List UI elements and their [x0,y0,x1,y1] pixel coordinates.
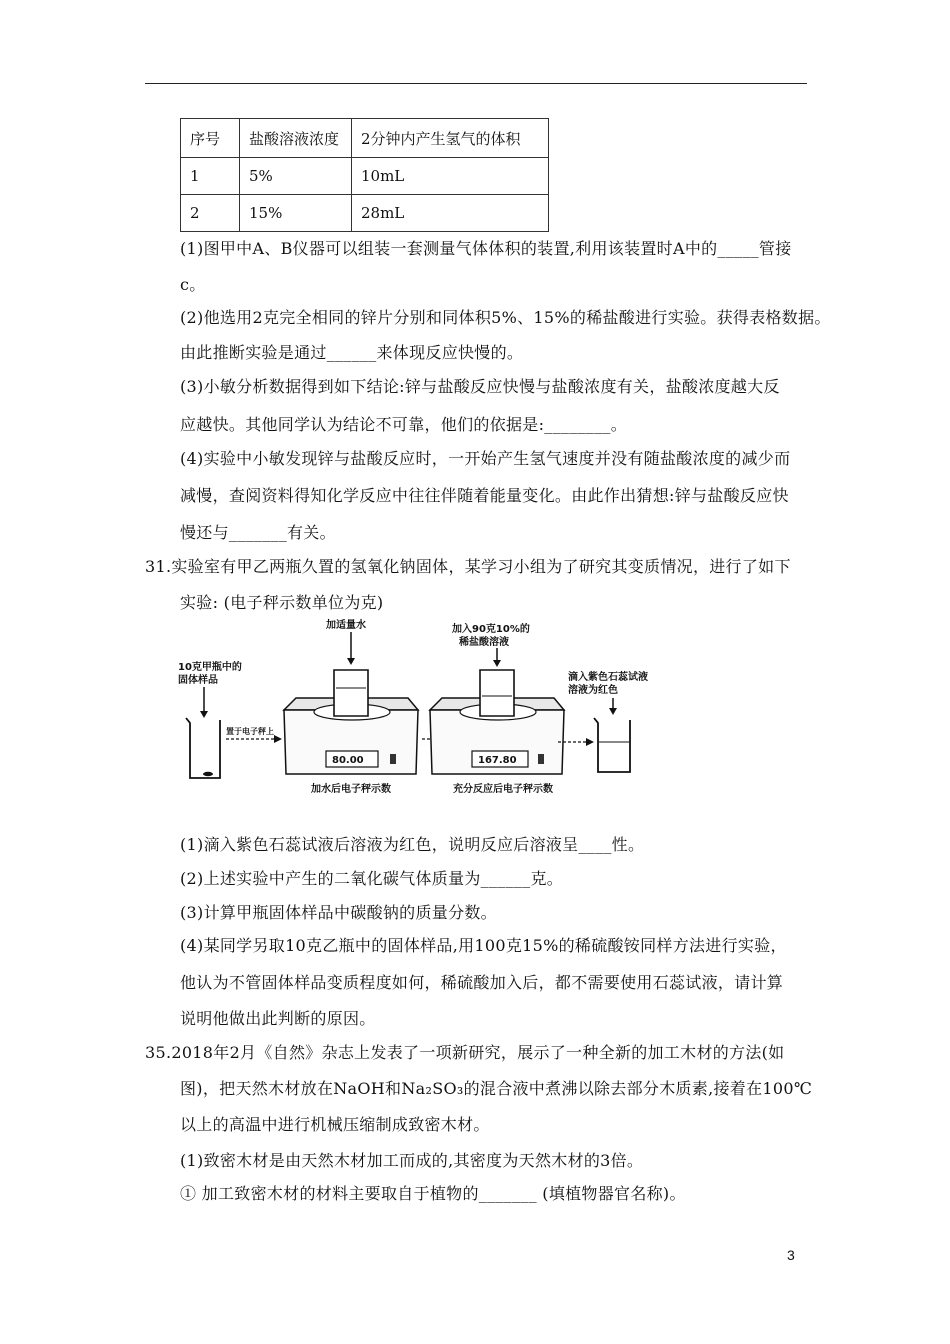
q30-part4-line3: 慢还与_______有关。 [180,523,336,542]
caption-1: 加水后电子秤示数 [311,784,391,795]
q35-stem-line1: 35.2018年2月《自然》杂志上发表了一项新研究，展示了一种全新的加工木材的方法(如 [145,1043,785,1062]
scale-1 [284,618,418,795]
table-cell: 10mL [352,158,549,195]
caption-2: 充分反应后电子秤示数 [453,784,553,795]
table-cell: 15% [240,195,352,232]
table-header-cell: 2分钟内产生氢气的体积 [352,119,549,158]
q31-part4-line2: 他认为不管固体样品变质程度如何，稀硫酸加入后，都不需要使用石蕊试液，请计算 [180,973,784,992]
q30-part1-line2: c。 [180,275,206,294]
table-row [181,195,549,232]
q31-part4-line1: (4)某同学另取10克乙瓶中的固体样品,用100克15%的稀硫酸铵同样方法进行实验， [180,936,787,955]
header-rule [145,83,807,84]
result-beaker [568,670,648,772]
litmus-label-line1: 滴入紫色石蕊试液 [568,672,648,683]
table-header-row [181,119,549,158]
q30-part3-line1: (3)小敏分析数据得到如下结论:锌与盐酸反应快慢与盐酸浓度有关，盐酸浓度越大反 [180,377,780,396]
q30-part3-line2: 应越快。其他同学认为结论不可靠，他们的依据是:________。 [180,415,627,434]
page-number: 3 [787,1247,795,1263]
acid-label-line1: 加入90克10%的 [452,624,530,635]
q31-part4-line3: 说明他做出此判断的原因。 [180,1009,376,1028]
q35-stem-line3: 以上的高温中进行机械压缩制成致密木材。 [180,1115,490,1134]
experiment-figure [176,618,656,808]
arrow-icon [274,735,282,743]
q35-part1-sub1: ① 加工致密木材的材料主要取自于植物的_______ (填植物器官名称)。 [180,1184,686,1203]
q30-part2-line2: 由此推断实验是通过______来体现反应快慢的。 [180,343,524,362]
litmus-label-line2: 溶液为红色 [568,685,618,696]
q31-stem-line2: 实验: (电子秤示数单位为克) [180,593,384,612]
table-cell: 1 [181,158,240,195]
table-row [181,158,549,195]
data-table [180,118,549,232]
scale1-reading: 80.00 [332,755,364,766]
place-label: 置于电子秤上 [226,727,274,736]
table-cell: 2 [181,195,240,232]
q30-part1-line1: (1)图甲中A、B仪器可以组装一套测量气体体积的装置,利用该装置时A中的_____管接 [180,239,792,258]
sample-beaker [178,660,242,778]
q35-stem-line2: 图)，把天然木材放在NaOH和Na₂SO₃的混合液中煮沸以除去部分木质素,接着在100℃ [180,1079,813,1098]
q30-part4-line1: (4)实验中小敏发现锌与盐酸反应时，一开始产生氢气速度并没有随盐酸浓度的减少而 [180,449,791,468]
table-header-cell: 序号 [181,119,240,158]
acid-label-line2: 稀盐酸溶液 [459,637,509,648]
water-label: 加适量水 [326,620,366,631]
arrow-icon [586,738,594,746]
scale-2 [430,622,564,795]
q31-part3: (3)计算甲瓶固体样品中碳酸钠的质量分数。 [180,903,497,922]
scale2-reading: 167.80 [478,755,517,766]
q30-part4-line2: 减慢，查阅资料得知化学反应中往往伴随着能量变化。由此作出猜想:锌与盐酸反应快 [180,486,789,505]
sample-label-line2: 固体样品 [178,675,218,686]
q31-part2: (2)上述实验中产生的二氧化碳气体质量为______克。 [180,869,564,888]
q31-stem-line1: 31.实验室有甲乙两瓶久置的氢氧化钠固体，某学习小组为了研究其变质情况，进行了如下 [145,557,791,576]
q35-part1: (1)致密木材是由天然木材加工而成的,其密度为天然木材的3倍。 [180,1151,644,1170]
q30-part2-line1: (2)他选用2克完全相同的锌片分别和同体积5%、15%的稀盐酸进行实验。获得表格数据。 [180,308,831,327]
table-cell: 28mL [352,195,549,232]
q31-part1: (1)滴入紫色石蕊试液后溶液为红色，说明反应后溶液呈____性。 [180,835,645,854]
table-header-cell: 盐酸溶液浓度 [240,119,352,158]
sample-label-line1: 10克甲瓶中的 [178,662,242,673]
table-cell: 5% [240,158,352,195]
